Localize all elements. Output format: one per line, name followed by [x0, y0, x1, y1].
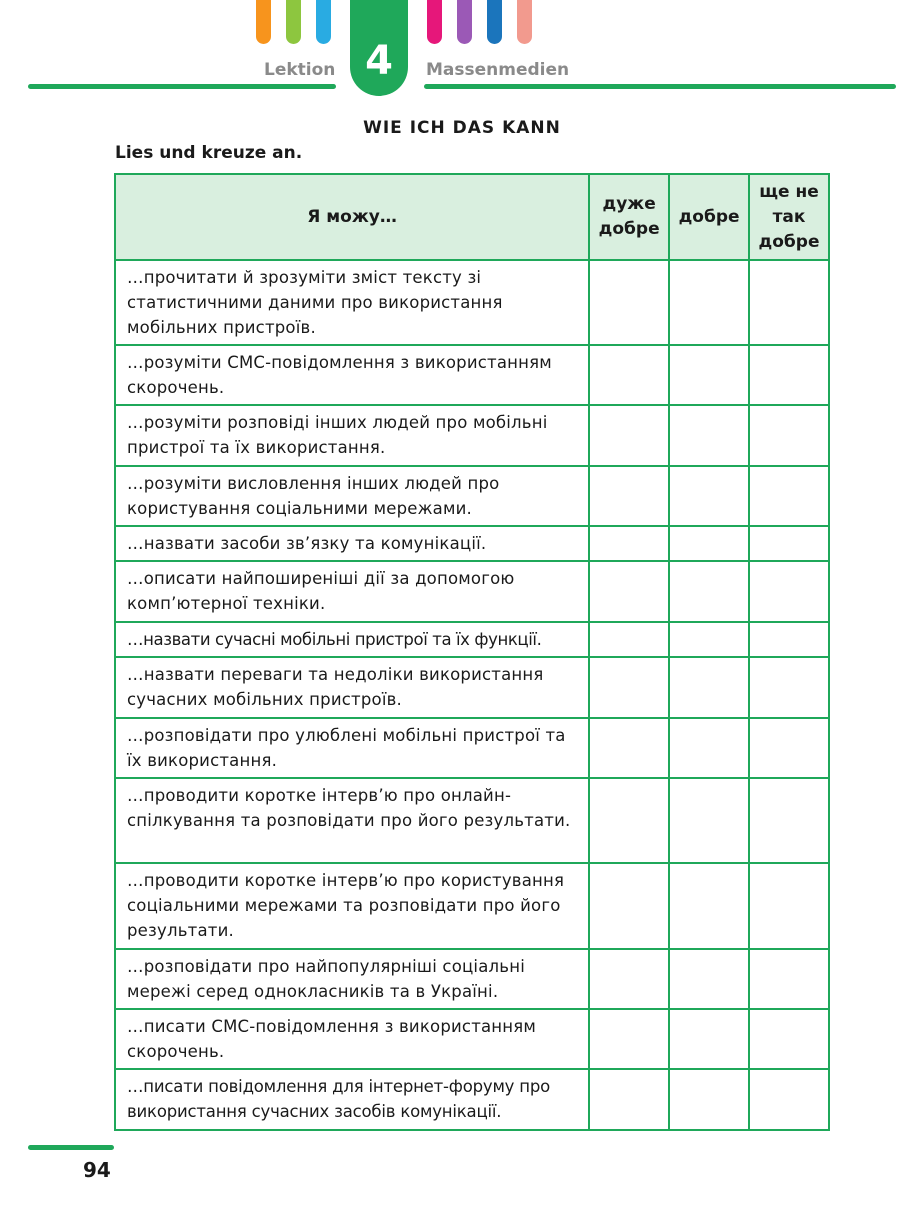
- table-header-row: [115, 174, 829, 260]
- page-number: 94: [83, 1158, 111, 1182]
- checkbox-cell-not-yet-good[interactable]: [749, 863, 829, 949]
- table-row: [115, 622, 829, 657]
- checkbox-cell-good[interactable]: [669, 863, 749, 949]
- header-stripe-salmon: [517, 0, 532, 44]
- checkbox-cell-very-good[interactable]: [589, 561, 669, 622]
- checkbox-cell-very-good[interactable]: [589, 260, 669, 345]
- checkbox-cell-very-good[interactable]: [589, 466, 669, 526]
- header-cell-not-yet-good: ще не так добре: [749, 174, 829, 260]
- checkbox-cell-not-yet-good[interactable]: [749, 949, 829, 1009]
- checkbox-cell-good[interactable]: [669, 405, 749, 466]
- checkbox-cell-very-good[interactable]: [589, 405, 669, 466]
- checkbox-cell-not-yet-good[interactable]: [749, 778, 829, 863]
- checkbox-cell-not-yet-good[interactable]: [749, 561, 829, 622]
- instruction: Lies und kreuze an.: [115, 143, 303, 163]
- lesson-number-tab: [350, 0, 408, 96]
- checkbox-cell-good[interactable]: [669, 260, 749, 345]
- statement-cell: …назвати сучасні мобільні пристрої та їх функції.: [115, 622, 589, 657]
- statement-cell: …розуміти розповіді інших людей про мобільні пристрої та їх використання.: [115, 405, 589, 466]
- table-row: [115, 405, 829, 466]
- table-row: [115, 1009, 829, 1069]
- statement-cell: …писати СМС-повідомлення з використанням скорочень.: [115, 1009, 589, 1069]
- checkbox-cell-not-yet-good[interactable]: [749, 657, 829, 718]
- checkbox-cell-very-good[interactable]: [589, 657, 669, 718]
- checkbox-cell-good[interactable]: [669, 466, 749, 526]
- checkbox-cell-not-yet-good[interactable]: [749, 526, 829, 561]
- footer-line: [28, 1145, 114, 1150]
- lesson-number: 4: [365, 38, 393, 84]
- header-line-left: [28, 84, 336, 89]
- statement-cell: …прочитати й зрозуміти зміст тексту зі статистичними даними про використання мобільних пристроїв.: [115, 260, 589, 345]
- table-row: [115, 1069, 829, 1130]
- statement-cell: …проводити коротке інтерв’ю про користування соціальними мережами та розповідати про його результати.: [115, 863, 589, 949]
- checkbox-cell-good[interactable]: [669, 561, 749, 622]
- checkbox-cell-good[interactable]: [669, 778, 749, 863]
- table-row: [115, 778, 829, 863]
- section-title: WIE ICH DAS KANN: [363, 118, 561, 138]
- table-row: [115, 561, 829, 622]
- checkbox-cell-very-good[interactable]: [589, 718, 669, 778]
- checkbox-cell-good[interactable]: [669, 949, 749, 1009]
- table-row: [115, 345, 829, 405]
- statement-cell: …розуміти СМС-повідомлення з використанням скорочень.: [115, 345, 589, 405]
- checkbox-cell-not-yet-good[interactable]: [749, 260, 829, 345]
- checkbox-cell-good[interactable]: [669, 657, 749, 718]
- statement-cell: …розповідати про найпопулярніші соціальні мережі серед однокласників та в Україні.: [115, 949, 589, 1009]
- checkbox-cell-very-good[interactable]: [589, 1069, 669, 1130]
- table-row: [115, 718, 829, 778]
- header-stripe-magenta: [427, 0, 442, 44]
- header-stripe-purple: [457, 0, 472, 44]
- header-stripe-green: [286, 0, 301, 44]
- statement-cell: …описати найпоширеніші дії за допомогою комп’ютерної техніки.: [115, 561, 589, 622]
- statement-cell: …писати повідомлення для інтернет-форуму про використання сучасних засобів комунікації.: [115, 1069, 589, 1130]
- checkbox-cell-good[interactable]: [669, 1069, 749, 1130]
- checkbox-cell-very-good[interactable]: [589, 1009, 669, 1069]
- checkbox-cell-not-yet-good[interactable]: [749, 405, 829, 466]
- statement-cell: …назвати засоби зв’язку та комунікації.: [115, 526, 589, 561]
- self-assessment-table: [114, 173, 830, 1131]
- statement-cell: …назвати переваги та недоліки використання сучасних мобільних пристроїв.: [115, 657, 589, 718]
- statement-cell: …розуміти висловлення інших людей про користування соціальними мережами.: [115, 466, 589, 526]
- checkbox-cell-not-yet-good[interactable]: [749, 718, 829, 778]
- table-row: [115, 466, 829, 526]
- header-stripe-orange: [256, 0, 271, 44]
- checkbox-cell-very-good[interactable]: [589, 345, 669, 405]
- table-row: [115, 863, 829, 949]
- checkbox-cell-not-yet-good[interactable]: [749, 1069, 829, 1130]
- checkbox-cell-not-yet-good[interactable]: [749, 345, 829, 405]
- lesson-label: Lektion: [264, 60, 336, 80]
- header-stripe-darkblue: [487, 0, 502, 44]
- table-row: [115, 260, 829, 345]
- header-stripe-blue: [316, 0, 331, 44]
- checkbox-cell-good[interactable]: [669, 345, 749, 405]
- checkbox-cell-not-yet-good[interactable]: [749, 622, 829, 657]
- checkbox-cell-not-yet-good[interactable]: [749, 1009, 829, 1069]
- checkbox-cell-good[interactable]: [669, 1009, 749, 1069]
- header-line-right: [424, 84, 896, 89]
- checkbox-cell-not-yet-good[interactable]: [749, 466, 829, 526]
- checkbox-cell-good[interactable]: [669, 526, 749, 561]
- topic-label: Massenmedien: [426, 60, 570, 80]
- checkbox-cell-good[interactable]: [669, 622, 749, 657]
- table-row: [115, 657, 829, 718]
- table-row: [115, 949, 829, 1009]
- checkbox-cell-very-good[interactable]: [589, 949, 669, 1009]
- checkbox-cell-good[interactable]: [669, 718, 749, 778]
- header-cell-skills: Я можу…: [115, 174, 589, 260]
- table-row: [115, 526, 829, 561]
- header-cell-very-good: дуже добре: [589, 174, 669, 260]
- statement-cell: …розповідати про улюблені мобільні пристрої та їх використання.: [115, 718, 589, 778]
- header-cell-good: добре: [669, 174, 749, 260]
- checkbox-cell-very-good[interactable]: [589, 863, 669, 949]
- statement-cell: …проводити коротке інтерв’ю про онлайн-спілкування та розповідати про його результати.: [115, 778, 589, 863]
- checkbox-cell-very-good[interactable]: [589, 778, 669, 863]
- checkbox-cell-very-good[interactable]: [589, 622, 669, 657]
- checkbox-cell-very-good[interactable]: [589, 526, 669, 561]
